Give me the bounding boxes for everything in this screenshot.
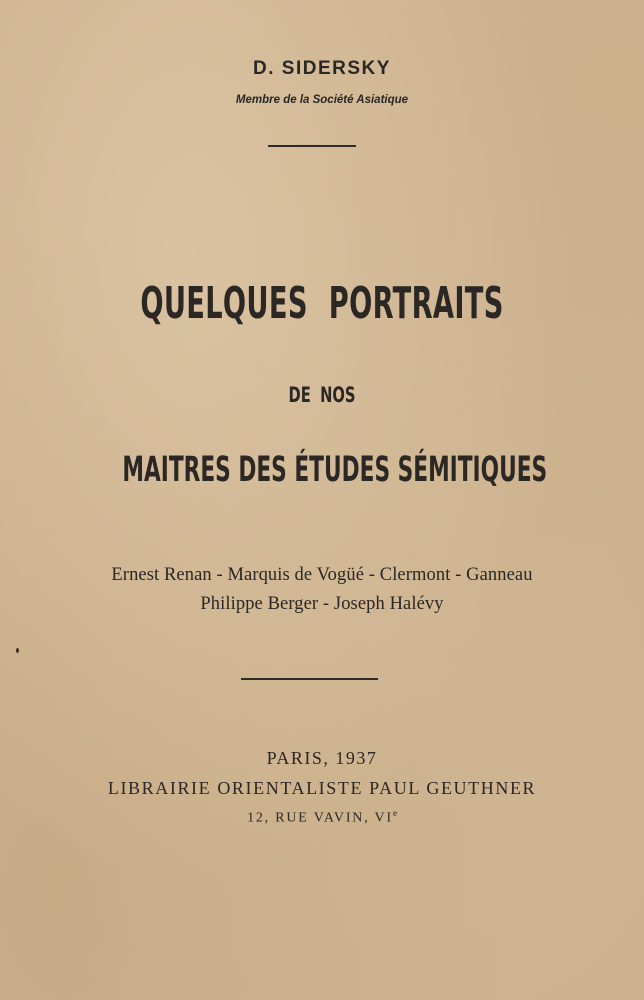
paper-speck: [16, 648, 19, 653]
book-title-line-1: QUELQUES PORTRAITS: [140, 278, 504, 329]
bottom-rule: [241, 678, 378, 680]
city-year: PARIS, 1937: [266, 748, 378, 768]
subjects-line-2: Philippe Berger - Joseph Halévy: [200, 594, 444, 614]
author-affiliation: Membre de la Société Asiatique: [235, 94, 409, 106]
book-title-line-3: MAITRES DES ÉTUDES SÉMITIQUES: [122, 450, 548, 490]
subjects-line-1: Ernest Renan - Marquis de Vogüé - Clermont - Ganneau: [111, 565, 533, 585]
address-superscript: e: [392, 808, 397, 818]
address-text: 12, RUE VAVIN, VI: [247, 810, 393, 826]
book-title-line-2: DE NOS: [288, 383, 356, 407]
publisher-name: LIBRAIRIE ORIENTALISTE PAUL GEUTHNER: [107, 778, 537, 798]
author-name: D. SIDERSKY: [253, 58, 391, 79]
publisher-address: [0, 808, 644, 827]
top-rule: [268, 145, 356, 147]
